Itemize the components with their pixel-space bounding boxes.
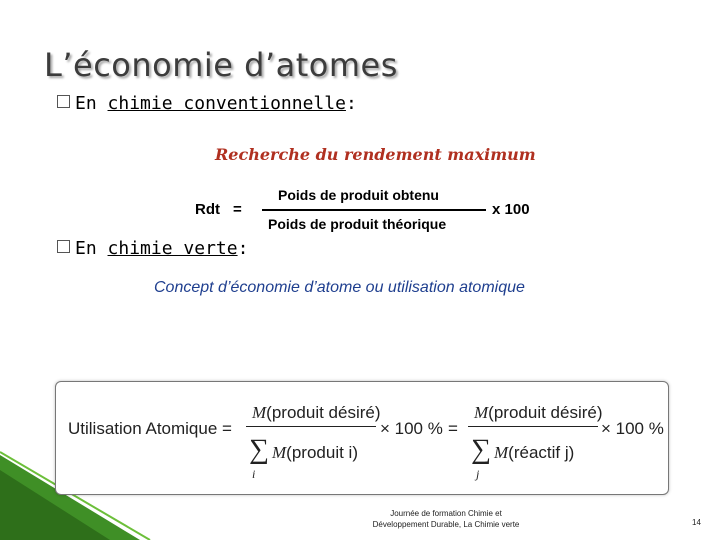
bullet-suffix: :: [345, 93, 357, 114]
bullet-suffix: :: [237, 238, 249, 259]
formula-mult-2: × 100 %: [601, 419, 664, 438]
bullet-prefix: En: [75, 93, 97, 114]
formula-sum2-index: j: [476, 467, 480, 481]
slide-title: L’économie d’atomes: [44, 46, 398, 84]
formula-den2: [494, 443, 574, 463]
sum-icon: ∑: [471, 434, 491, 465]
rdt-fraction-line: [262, 209, 486, 211]
rdt-multiplier: x 100: [492, 201, 530, 218]
bullet-conventional: [57, 93, 357, 114]
formula-den1-var: M: [272, 443, 287, 462]
rdt-equals: =: [233, 201, 242, 218]
formula-den1-text: (produit i): [286, 443, 358, 462]
rdt-denominator: Poids de produit théorique: [268, 216, 447, 232]
bullet-green: [57, 238, 248, 259]
green-concept: Concept d’économie d’atome ou utilisation atomique: [154, 279, 525, 296]
sum-icon: ∑: [249, 434, 269, 465]
formula-num1-var: M: [252, 403, 267, 422]
bullet-prefix: En: [75, 238, 97, 259]
page-number: 14: [692, 518, 701, 527]
formula-lhs: Utilisation Atomique: [68, 419, 218, 438]
formula-fraction-line-1: [246, 426, 376, 427]
atom-economy-formula: [55, 381, 669, 495]
formula-num2: [474, 403, 603, 423]
conventional-heading: Recherche du rendement maximum: [215, 145, 536, 164]
bullet-underlined-text: chimie verte: [107, 238, 238, 259]
bullet-box-icon: [57, 95, 70, 108]
bullet-underlined-text: chimie conventionnelle: [107, 93, 346, 114]
formula-num1: [252, 403, 381, 423]
formula-fraction-line-2: [468, 426, 598, 427]
rdt-numerator: Poids de produit obtenu: [278, 187, 439, 203]
formula-num2-text: (produit désiré): [488, 403, 603, 422]
formula-num1-text: (produit désiré): [266, 403, 381, 422]
formula-sum1-index: i: [252, 467, 256, 481]
footer-line-2: Développement Durable, La Chimie verte: [372, 520, 520, 529]
formula-mult-1: × 100 %: [380, 419, 443, 438]
footer-line-1: Journée de formation Chimie et: [390, 509, 502, 518]
formula-equals-2: =: [448, 419, 458, 438]
formula-den2-var: M: [494, 443, 509, 462]
formula-equals-1: =: [222, 419, 232, 438]
bullet-box-icon: [57, 240, 70, 253]
slide-footer: [346, 508, 546, 530]
formula-num2-var: M: [474, 403, 489, 422]
formula-den2-text: (réactif j): [508, 443, 575, 462]
formula-den1: [272, 443, 358, 463]
rdt-label: Rdt: [195, 201, 220, 218]
